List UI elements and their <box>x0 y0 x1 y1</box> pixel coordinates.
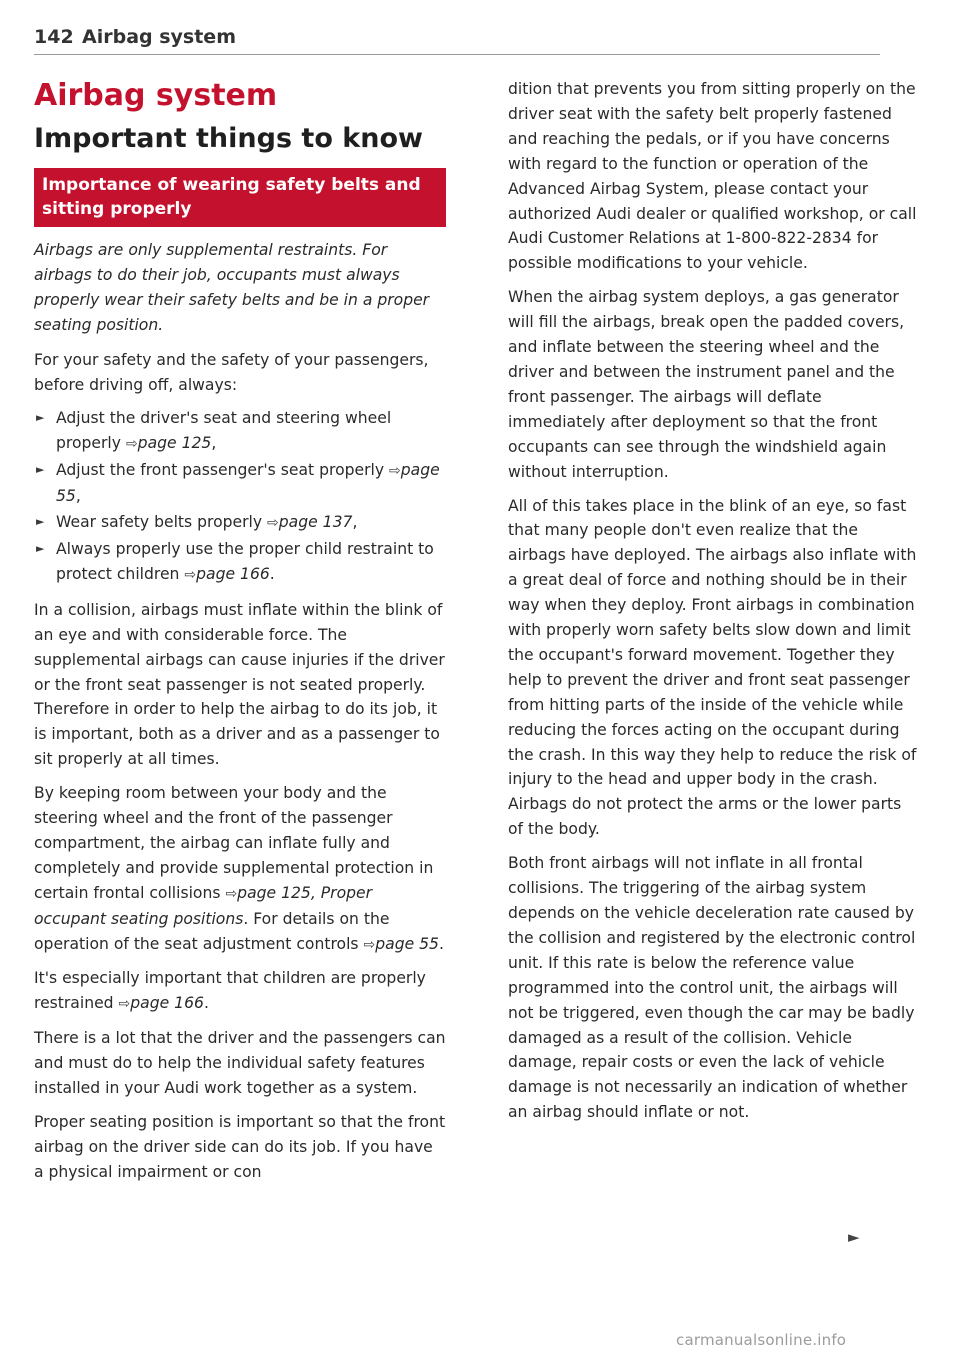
page-reference-link[interactable]: page 166 <box>130 994 204 1013</box>
paragraph: By keeping room between your body and the steering wheel and the front of the passenger compartment, the airbag can inflate fully and completely and provide supplemental protection in certain frontal collisions ⇨page 125, Proper occupant seating positions. For details on the operation of the seat adjustment controls ⇨page 55. <box>34 784 444 953</box>
list-item: ► Always properly use the proper child restraint to protect children ⇨page 166. <box>34 537 446 588</box>
checklist <box>34 406 446 587</box>
paragraph: It's especially important that children are properly restrained ⇨page 166. <box>34 969 426 1013</box>
ref-arrow-icon: ⇨ <box>389 463 401 480</box>
paragraph: Proper seating position is important so that the front airbag on the driver side can do its job. If you have a physical impairment or con <box>34 1113 446 1181</box>
running-header-title: Airbag system <box>82 26 236 48</box>
page-reference-link[interactable]: page 125, Proper occupant seating positions <box>34 883 373 928</box>
paragraph: When the airbag system deploys, a gas generator will fill the airbags, break open the padded covers, and inflate between the steering wheel and the driver and between the instrument panel and the front passenger. The airbags will deflate immediately after deployment so that the front occupants can see through the windshield again without interruption. <box>508 288 905 481</box>
ref-arrow-icon: ⇨ <box>125 436 138 453</box>
ref-arrow-icon: ⇨ <box>363 936 376 953</box>
paragraph: Both front airbags will not inflate in all frontal collisions. The triggering of the airbag system depends on the vehicle deceleration rate caused by the collision and registered by the electronic control unit. If this rate is below the reference value programmed into the control unit, the airbags will not be triggered, even though the car may be badly damaged as a result of the collision. Vehicle damage, repair costs or even the lack of vehicle damage is not necessarily an indication of whether an airbag should inflate or not. <box>508 854 916 1122</box>
subsection-title: Important things to know <box>34 123 423 154</box>
list-item: ► Wear safety belts properly ⇨page 137, <box>34 510 446 536</box>
left-column <box>34 78 446 1194</box>
bullet-icon: ► <box>36 541 45 555</box>
ref-arrow-icon: ⇨ <box>184 566 197 583</box>
header-divider <box>34 54 880 55</box>
bullet-icon: ► <box>36 515 45 529</box>
page-reference-link[interactable]: page 55 <box>375 934 439 953</box>
page-reference-link[interactable]: page 137 <box>278 513 353 532</box>
paragraph: In a collision, airbags must inflate within the blink of an eye and with considerable force. The supplemental airbags can cause injuries if the driver or the front seat passenger is not seated properly. Therefore in order to help the airbag to do its job, it is important, both as a driver and as a passenger to sit properly at all times. <box>34 600 445 769</box>
paragraph: For your safety and the safety of your passengers, before driving off, always: <box>34 350 429 394</box>
ref-arrow-icon: ⇨ <box>225 885 238 902</box>
page-reference-link[interactable]: page 125 <box>137 434 212 453</box>
paragraph: There is a lot that the driver and the passengers can and must do to help the individual safety features installed in your Audi work together as a system. <box>34 1029 446 1098</box>
ref-arrow-icon: ⇨ <box>118 996 131 1013</box>
list-item: ► Adjust the driver's seat and steering wheel properly ⇨page 125, <box>34 406 446 457</box>
paragraph: All of this takes place in the blink of an eye, so fast that many people don't even realize that the airbags have deployed. The airbags also inflate with a great deal of force and nothing should be in their way when they deploy. Front airbags in combination with properly worn safety belts slow down and limit the occupant's forward movement. Together they help to prevent the driver and front seat passenger from hitting parts of the inside of the vehicle while reducing the forces acting on the occupant during the crash. In this way they help to reduce the risk of injury to the head and upper body in the crash. Airbags do not protect the arms or the lower parts of the body. <box>508 496 917 839</box>
ref-arrow-icon: ⇨ <box>267 515 279 532</box>
bullet-icon: ► <box>36 411 45 425</box>
paragraph: dition that prevents you from sitting properly on the driver seat with the safety belt properly fastened and reaching the pedals, or if you have concerns with regard to the function or operation of the Advanced Airbag System, please contact your authorized Audi dealer or qualified workshop, or call Audi Customer Relations at 1-800-822-2834 for possible modifications to your vehicle. <box>508 80 917 273</box>
bullet-icon: ► <box>36 463 45 477</box>
page-header <box>34 20 880 58</box>
page-reference-link[interactable]: page 55 <box>56 461 440 506</box>
intro-paragraph: Airbags are only supplemental restraints. For airbags to do their job, occupants must always properly wear their safety belts and be in a proper seating position. <box>34 241 430 334</box>
right-column <box>508 77 920 1134</box>
continue-arrow-icon: ► <box>848 1228 860 1246</box>
list-item: ► Adjust the front passenger's seat properly ⇨page 55, <box>34 458 446 509</box>
topic-banner: Importance of wearing safety belts and sitting properly <box>34 168 446 227</box>
watermark: carmanualsonline.info <box>676 1331 847 1349</box>
page-number: 142 <box>34 26 74 48</box>
page-reference-link[interactable]: page 166 <box>196 564 270 583</box>
section-title: Airbag system <box>34 78 278 113</box>
